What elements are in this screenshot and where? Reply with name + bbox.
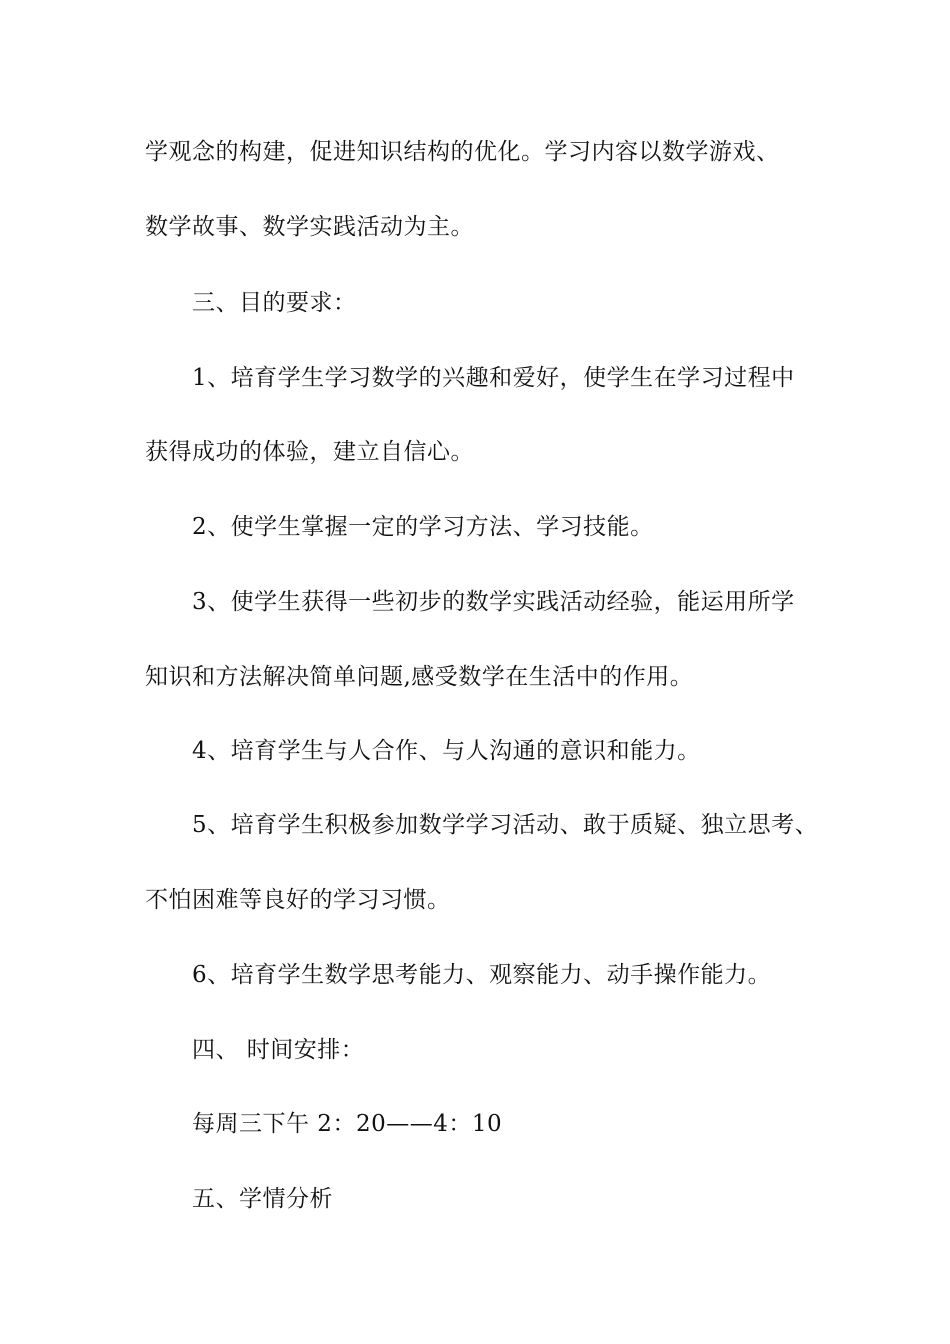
- list-item-1: 1、培育学生学习数学的兴趣和爱好，使学生在学习过程中: [192, 365, 795, 391]
- section-heading-schedule: 四、 时间安排：: [192, 1037, 365, 1063]
- section-heading-goals: 三、目的要求：: [192, 290, 357, 316]
- list-item-2: 2、使学生掌握一定的学习方法、学习技能。: [192, 514, 654, 540]
- list-item-5: 5、培育学生积极参加数学学习活动、敢于质疑、独立思考、: [192, 812, 819, 838]
- list-item-6: 6、培育学生数学思考能力、观察能力、动手操作能力。: [192, 962, 772, 988]
- list-item-3: 3、使学生获得一些初步的数学实践活动经验，能运用所学: [192, 589, 795, 615]
- paragraph-line: 数学故事、数学实践活动为主。: [145, 214, 474, 240]
- list-item-5-continued: 不怕困难等良好的学习习惯。: [145, 887, 451, 913]
- list-item-3-continued: 知识和方法解决简单问题,感受数学在生活中的作用。: [145, 664, 694, 690]
- list-item-4: 4、培育学生与人合作、与人沟通的意识和能力。: [192, 738, 701, 764]
- section-heading-analysis: 五、学情分析: [192, 1186, 333, 1212]
- list-item-1-continued: 获得成功的体验，建立自信心。: [145, 439, 474, 465]
- schedule-text: 每周三下午 2：20——4：10: [192, 1111, 503, 1137]
- paragraph-line: 学观念的构建，促进知识结构的优化。学习内容以数学游戏、: [145, 139, 780, 165]
